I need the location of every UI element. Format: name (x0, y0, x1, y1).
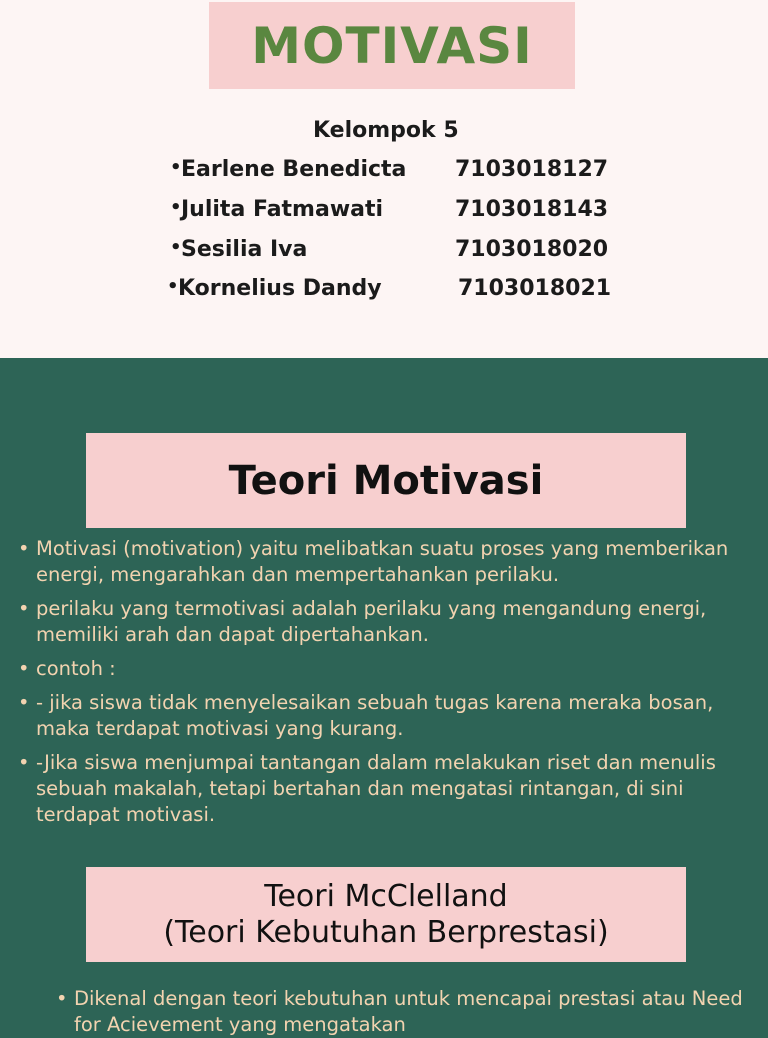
bullet-icon: • (170, 157, 182, 178)
member-nim: 7103018143 (455, 197, 609, 222)
member-name: Earlene Benedicta (181, 157, 407, 182)
member-row (167, 276, 612, 301)
teori-title: Teori Motivasi (228, 457, 544, 504)
mcclelland-title-line2: (Teori Kebutuhan Berprestasi) (163, 914, 609, 950)
member-name: Sesilia Iva (181, 237, 308, 262)
bullet-icon: • (170, 237, 182, 258)
bullet-icon: • (167, 276, 179, 297)
member-nim: 7103018020 (455, 237, 609, 262)
member-row (170, 197, 609, 222)
member-nim: 7103018021 (458, 276, 612, 301)
member-name: Julita Fatmawati (181, 197, 384, 222)
group-label: Kelompok 5 (313, 118, 459, 143)
member-nim: 7103018127 (455, 157, 609, 182)
cover-title-box (209, 2, 575, 89)
list-item: • Motivasi (motivation) yaitu melibatkan suatu proses yang memberikan energi, mengarahkan dan mempertahankan perilaku. (18, 536, 758, 588)
teori-bullet-list (18, 536, 758, 836)
mcclelland-title-line1: Teori McClelland (264, 878, 508, 914)
member-row (170, 157, 609, 182)
member-row (170, 237, 609, 262)
list-item: • -Jika siswa menjumpai tantangan dalam melakukan riset dan menulis sebuah makalah, tetapi bertahan dan mengatasi rintangan, di sini terdapat motivasi. (18, 750, 758, 828)
mcclelland-bullet-list (56, 986, 756, 1038)
list-item: • - jika siswa tidak menyelesaikan sebuah tugas karena meraka bosan, maka terdapat motivasi yang kurang. (18, 690, 758, 742)
cover-title: MOTIVASI (251, 16, 533, 75)
list-item: • Dikenal dengan teori kebutuhan untuk mencapai prestasi atau Need for Acievement yang mengatakan (56, 986, 756, 1038)
slide-teori-motivasi (0, 358, 768, 1036)
member-name: Kornelius Dandy (178, 276, 382, 301)
list-item: • contoh : (18, 656, 758, 682)
slide-cover (0, 0, 768, 358)
teori-title-box (86, 433, 686, 528)
bullet-icon: • (170, 197, 182, 218)
list-item: • perilaku yang termotivasi adalah perilaku yang mengandung energi, memiliki arah dan dapat dipertahankan. (18, 596, 758, 648)
mcclelland-title-box (86, 867, 686, 962)
